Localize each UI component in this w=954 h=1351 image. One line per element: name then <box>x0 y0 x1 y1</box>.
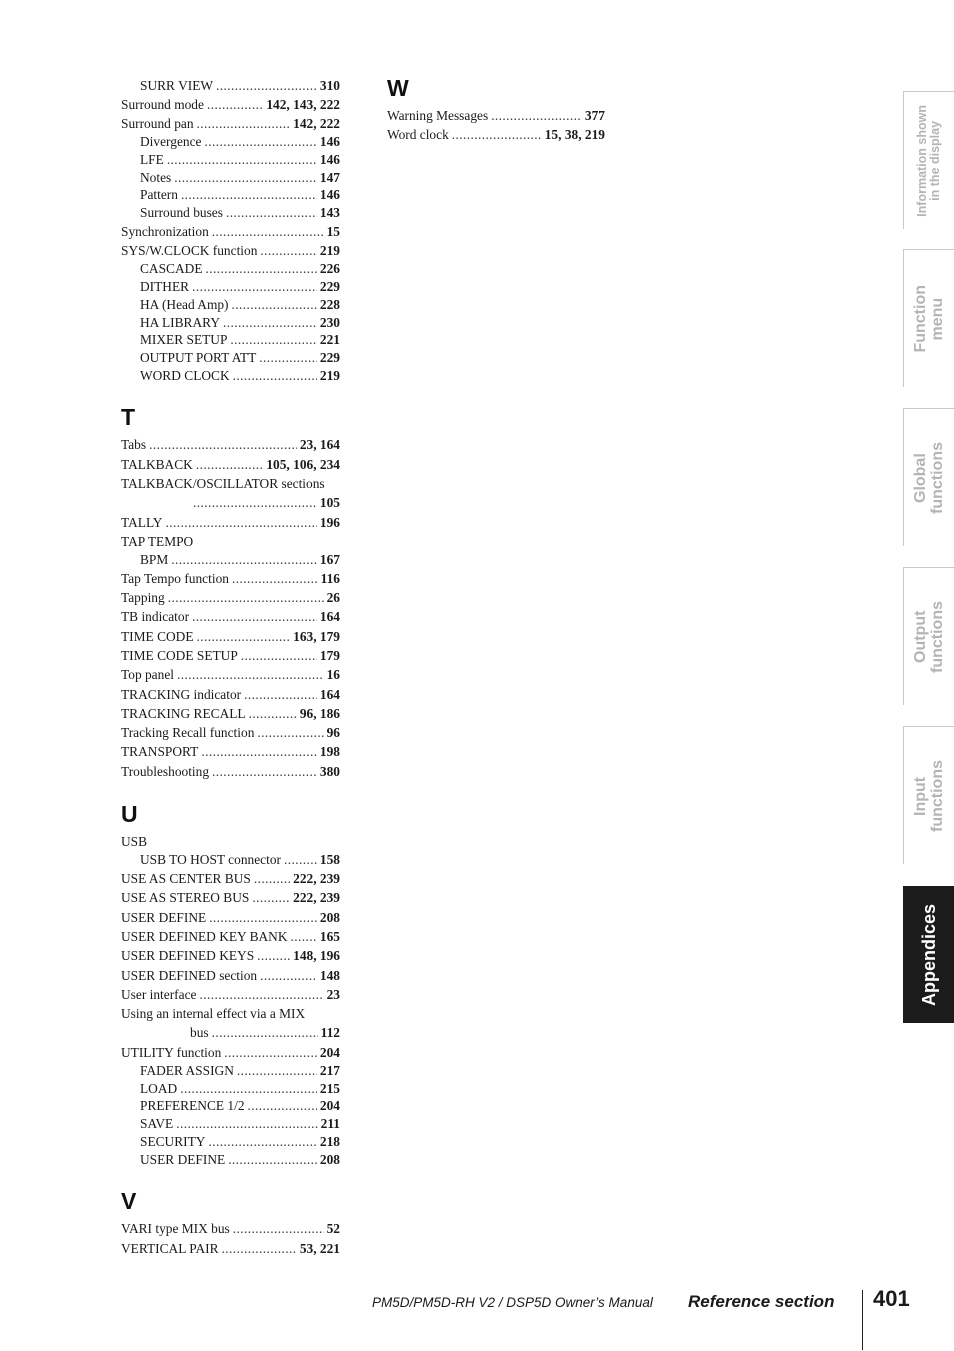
index-column-left <box>121 77 340 1258</box>
entry-page-numbers: 164 <box>319 686 340 702</box>
side-tab-0[interactable] <box>903 91 954 229</box>
entry-label: SURR VIEW <box>140 78 214 93</box>
entry-page-numbers: 96, 186 <box>299 705 340 721</box>
entry-label: USE AS STEREO BUS <box>121 890 250 906</box>
entry-label: CASCADE <box>140 261 203 277</box>
entry-page-numbers: 208 <box>319 909 340 925</box>
index-entry <box>121 569 340 588</box>
entry-label: User interface <box>121 986 197 1002</box>
index-entry <box>121 908 340 927</box>
index-subentry <box>121 367 340 385</box>
leader-dots <box>222 1239 297 1258</box>
side-tab-label: Information shown in the display <box>915 104 942 217</box>
index-subentry <box>121 314 340 332</box>
entry-label: USER DEFINE <box>121 909 207 925</box>
index-entry <box>121 646 340 665</box>
entry-page-numbers: 23 <box>326 986 340 1002</box>
leader-dots <box>206 260 317 278</box>
entry-label: DITHER <box>140 279 190 295</box>
index-entry <box>121 704 340 723</box>
leader-dots <box>284 851 317 869</box>
leader-dots <box>181 186 317 204</box>
leader-dots <box>192 607 317 626</box>
entry-page-numbers: 116 <box>320 570 340 586</box>
index-subentry <box>121 204 340 222</box>
entry-label: SYS/W.CLOCK function <box>121 243 258 259</box>
leader-dots <box>176 1115 317 1133</box>
entry-label: SAVE <box>140 1116 174 1132</box>
side-tab-2[interactable] <box>903 408 954 546</box>
index-entry <box>121 723 340 742</box>
index-entry <box>121 241 340 260</box>
entry-label: TIME CODE SETUP <box>121 648 238 663</box>
leader-dots <box>180 1080 317 1098</box>
entry-label: Tabs <box>121 437 147 453</box>
entry-page-numbers: 219 <box>319 243 340 259</box>
entry-page-numbers: 208 <box>319 1151 340 1167</box>
index-entry <box>121 627 340 646</box>
index-subentry <box>121 1133 340 1151</box>
entry-label: Notes <box>140 169 172 185</box>
side-tab-4[interactable] <box>903 726 954 864</box>
entry-page-numbers: 228 <box>319 296 340 312</box>
side-tab-label: Output functions <box>912 600 946 673</box>
entry-page-numbers: 146 <box>319 152 340 167</box>
entry-page-numbers: 222, 239 <box>293 890 340 906</box>
entry-page-numbers: 147 <box>319 169 340 185</box>
entry-label: VARI type MIX bus <box>121 1221 230 1237</box>
entry-page-numbers: 179 <box>319 648 340 663</box>
leader-dots <box>168 588 324 607</box>
index-section-letter: T <box>121 404 136 431</box>
entry-page-numbers: 310 <box>319 78 340 93</box>
entry-label: HA LIBRARY <box>140 314 220 330</box>
entry-page-numbers: 105 <box>319 495 340 511</box>
entry-label: Divergence <box>140 134 202 150</box>
entry-label: WORD CLOCK <box>140 367 230 383</box>
leader-dots <box>212 762 317 781</box>
entry-page-numbers: 148, 196 <box>293 948 340 964</box>
index-subentry <box>121 77 340 95</box>
entry-label: TIME CODE <box>121 628 194 644</box>
index-subentry <box>121 186 340 204</box>
index-entry <box>121 742 340 761</box>
side-tab-3[interactable] <box>903 567 954 705</box>
leader-dots <box>171 551 317 569</box>
entry-page-numbers: 167 <box>319 552 340 568</box>
leader-dots <box>197 627 291 646</box>
leader-dots <box>232 296 317 314</box>
leader-dots <box>165 513 316 532</box>
leader-dots <box>174 169 317 187</box>
entry-label: bus <box>190 1025 209 1041</box>
index-entry <box>387 106 605 125</box>
entry-label: FADER ASSIGN <box>140 1063 234 1079</box>
entry-label: USB TO HOST connector <box>140 852 281 868</box>
entry-page-numbers: 53, 221 <box>299 1240 340 1256</box>
entry-page-numbers: 158 <box>319 852 340 868</box>
entry-label: Tracking Recall function <box>121 725 255 741</box>
leader-dots <box>201 742 317 761</box>
index-entry-heading: TAP TEMPO <box>121 533 194 549</box>
leader-dots <box>167 151 317 169</box>
index-section-letter: W <box>387 75 409 101</box>
entry-page-numbers: 226 <box>319 261 340 277</box>
index-subentry <box>121 851 340 869</box>
leader-dots <box>259 349 317 367</box>
entry-label: OUTPUT PORT ATT <box>140 349 257 365</box>
index-entry <box>121 762 340 781</box>
entry-label: Tap Tempo function <box>121 570 229 586</box>
leader-dots <box>204 133 316 151</box>
leader-dots <box>223 314 317 332</box>
entry-label: Surround buses <box>140 205 223 221</box>
entry-page-numbers: 112 <box>320 1025 340 1041</box>
entry-label: LFE <box>140 152 164 167</box>
entry-label: Surround mode <box>121 96 204 112</box>
entry-page-numbers: 217 <box>319 1063 340 1079</box>
leader-dots <box>193 493 317 512</box>
side-tab-1[interactable] <box>903 249 954 387</box>
leader-dots <box>212 222 324 241</box>
entry-page-numbers: 164 <box>319 609 340 625</box>
index-entry <box>387 125 605 144</box>
leader-dots <box>260 966 317 985</box>
entry-label: TRACKING indicator <box>121 686 242 702</box>
entry-label: Synchronization <box>121 223 209 239</box>
index-entry-heading: TALKBACK/OSCILLATOR sections <box>121 475 325 491</box>
index-entry <box>121 588 340 607</box>
leader-dots <box>224 1043 317 1062</box>
entry-label: TALLY <box>121 514 163 530</box>
leader-dots <box>244 685 317 704</box>
leader-dots <box>248 1097 317 1115</box>
index-entry <box>121 1239 340 1258</box>
entry-page-numbers: 221 <box>319 332 340 348</box>
entry-page-numbers: 148 <box>319 967 340 983</box>
entry-label: Top panel <box>121 667 174 683</box>
entry-label: USER DEFINED KEY BANK <box>121 928 288 944</box>
index-entry-heading: USB <box>121 834 148 850</box>
index-subentry <box>121 551 340 569</box>
footer-manual-title: PM5D/PM5D-RH V2 / DSP5D Owner’s Manual <box>372 1295 653 1310</box>
index-column-right <box>387 77 605 145</box>
entry-page-numbers: 380 <box>319 763 340 779</box>
leader-dots <box>257 946 290 965</box>
index-subentry <box>121 349 340 367</box>
entry-label: TRANSPORT <box>121 744 199 760</box>
index-entry <box>121 222 340 241</box>
leader-dots <box>230 331 316 349</box>
entry-page-numbers: 165 <box>319 928 340 944</box>
entry-page-numbers: 143 <box>319 205 340 221</box>
leader-dots <box>228 1151 317 1169</box>
entry-label: SECURITY <box>140 1133 206 1149</box>
entry-label: USER DEFINED KEYS <box>121 948 255 964</box>
index-entry <box>121 114 340 133</box>
entry-label: TALKBACK <box>121 456 193 472</box>
entry-page-numbers: 229 <box>319 279 340 295</box>
entry-page-numbers: 96 <box>326 725 340 741</box>
leader-dots <box>257 723 323 742</box>
entry-label: USER DEFINED section <box>121 967 258 983</box>
entry-page-numbers: 218 <box>319 1133 340 1149</box>
entry-label: LOAD <box>140 1080 178 1096</box>
leader-dots <box>452 125 542 144</box>
entry-page-numbers: 146 <box>319 134 340 150</box>
entry-label: BPM <box>140 552 169 568</box>
leader-dots <box>491 106 582 125</box>
index-entry <box>121 927 340 946</box>
index-entry <box>121 888 340 907</box>
index-entry <box>121 513 340 532</box>
entry-page-numbers: 204 <box>319 1044 340 1060</box>
entry-label: MIXER SETUP <box>140 332 228 348</box>
entry-page-numbers: 377 <box>584 108 605 123</box>
entry-label: Troubleshooting <box>121 763 210 779</box>
leader-dots <box>226 204 317 222</box>
entry-label: Pattern <box>140 187 178 203</box>
index-entry <box>121 869 340 888</box>
section-spacer <box>121 1168 340 1190</box>
leader-dots <box>197 114 291 133</box>
entry-page-numbers: 215 <box>319 1080 340 1096</box>
entry-page-numbers: 229 <box>319 349 340 365</box>
index-entry-heading: Using an internal effect via a MIX <box>121 1006 306 1022</box>
entry-label: Tapping <box>121 590 165 606</box>
leader-dots <box>196 455 264 474</box>
index-subentry <box>121 1062 340 1080</box>
leader-dots <box>149 435 297 454</box>
entry-label: TB indicator <box>121 609 190 625</box>
entry-page-numbers: 204 <box>319 1098 340 1114</box>
index-subentry <box>121 331 340 349</box>
index-entry <box>121 95 340 114</box>
index-subentry <box>121 151 340 169</box>
leader-dots <box>233 367 317 385</box>
leader-dots <box>192 278 317 296</box>
leader-dots <box>232 569 318 588</box>
side-tab-label: Global functions <box>912 441 946 514</box>
index-section-letter: U <box>121 801 138 828</box>
leader-dots <box>199 985 323 1004</box>
side-tab-label: Input functions <box>912 759 946 832</box>
entry-label: USER DEFINE <box>140 1151 226 1167</box>
page-number: 401 <box>873 1286 910 1311</box>
index-subentry <box>121 1097 340 1115</box>
index-section-letter: V <box>121 1188 137 1215</box>
leader-dots <box>254 869 290 888</box>
entry-page-numbers: 26 <box>326 590 340 606</box>
entry-page-numbers: 52 <box>326 1221 340 1237</box>
index-entry <box>121 435 340 454</box>
entry-page-numbers: 142, 222 <box>293 116 340 131</box>
index-entry <box>121 665 340 684</box>
entry-label: PREFERENCE 1/2 <box>140 1098 245 1114</box>
entry-page-numbers: 15 <box>326 223 340 239</box>
leader-dots <box>252 888 290 907</box>
entry-label: HA (Head Amp) <box>140 296 229 312</box>
entry-label: Word clock <box>387 127 449 143</box>
leader-dots <box>207 95 263 114</box>
side-tab-label: Function menu <box>912 284 946 353</box>
index-entry <box>121 685 340 704</box>
leader-dots <box>249 704 297 723</box>
leader-dots <box>177 665 324 684</box>
footer-divider <box>862 1290 863 1350</box>
index-entry <box>121 946 340 965</box>
index-subentry <box>121 169 340 187</box>
footer-section-title: Reference section <box>688 1292 835 1311</box>
index-subentry <box>121 1151 340 1169</box>
entry-page-numbers: 196 <box>319 514 340 530</box>
entry-page-numbers: 23, 164 <box>299 437 340 453</box>
entry-page-numbers: 211 <box>320 1116 340 1132</box>
entry-page-numbers: 142, 143, 222 <box>266 96 340 112</box>
index-subentry <box>121 296 340 314</box>
entry-label: VERTICAL PAIR <box>121 1240 219 1256</box>
entry-page-numbers: 230 <box>319 314 340 330</box>
entry-label: Warning Messages <box>387 108 489 123</box>
entry-page-numbers: 163, 179 <box>293 628 340 644</box>
section-spacer <box>121 781 340 803</box>
leader-dots <box>291 927 317 946</box>
entry-page-numbers: 198 <box>319 744 340 760</box>
leader-dots <box>260 241 317 260</box>
index-entry <box>121 1043 340 1062</box>
index-entry <box>121 985 340 1004</box>
leader-dots <box>212 1023 318 1042</box>
entry-page-numbers: 16 <box>326 667 340 683</box>
entry-page-numbers: 222, 239 <box>293 871 340 887</box>
entry-page-numbers: 146 <box>319 187 340 203</box>
index-entry <box>121 607 340 626</box>
side-tab-5[interactable] <box>903 886 954 1023</box>
entry-label: Surround pan <box>121 116 194 131</box>
index-entry <box>121 1219 340 1238</box>
index-entry <box>121 966 340 985</box>
leader-dots <box>209 908 317 927</box>
entry-page-numbers: 105, 106, 234 <box>266 456 340 472</box>
leader-dots <box>233 1219 324 1238</box>
entry-label: UTILITY function <box>121 1044 222 1060</box>
entry-label: TRACKING RECALL <box>121 705 246 721</box>
entry-page-numbers: 15, 38, 219 <box>544 127 605 143</box>
side-tab-label: Appendices <box>918 903 939 1007</box>
index-subentry <box>121 133 340 151</box>
index-entry <box>121 1023 340 1042</box>
index-entry <box>121 455 340 474</box>
leader-dots <box>237 1062 317 1080</box>
leader-dots <box>241 646 317 665</box>
entry-label: USE AS CENTER BUS <box>121 871 251 887</box>
index-subentry <box>121 1080 340 1098</box>
leader-dots <box>216 77 317 95</box>
leader-dots <box>208 1133 316 1151</box>
section-spacer <box>121 384 340 406</box>
index-subentry <box>121 278 340 296</box>
entry-page-numbers: 219 <box>319 367 340 383</box>
index-subentry <box>121 260 340 278</box>
index-entry <box>121 493 340 512</box>
index-subentry <box>121 1115 340 1133</box>
